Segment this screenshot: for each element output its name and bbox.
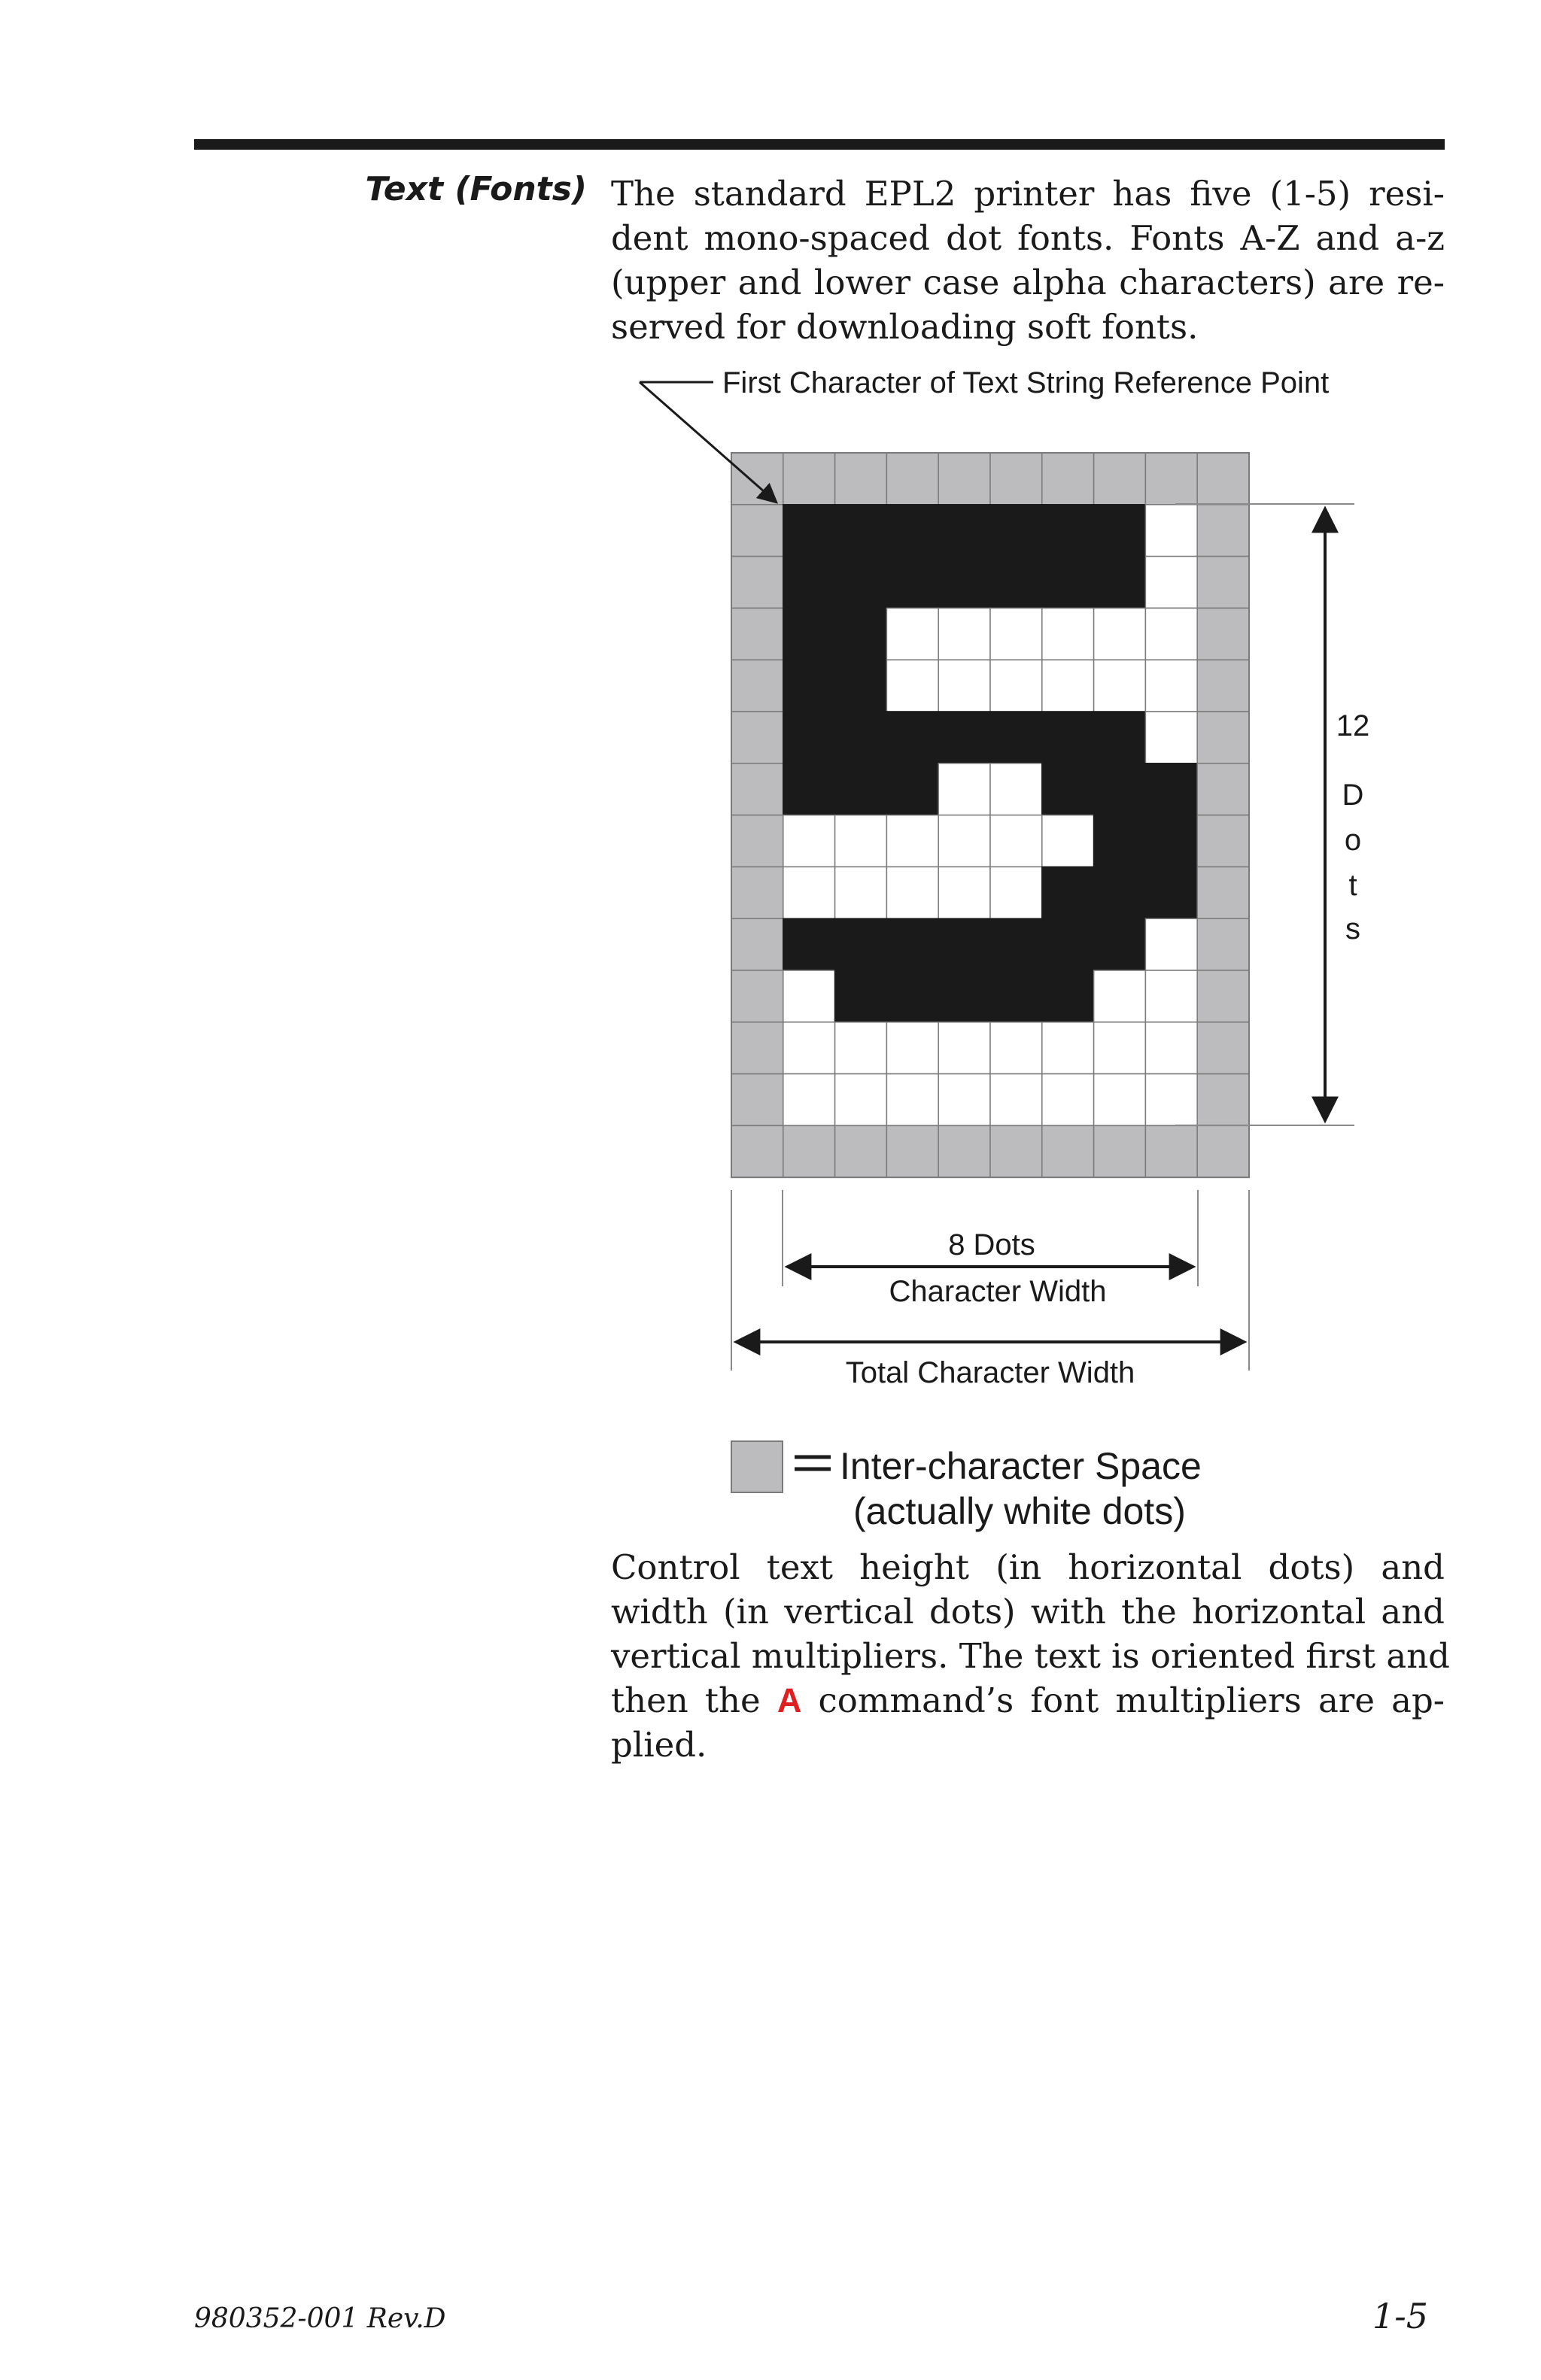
white-dot [1042, 660, 1094, 712]
black-dot [1042, 867, 1094, 918]
inter-character-dot [886, 453, 938, 505]
black-dot [783, 763, 835, 815]
white-dot [886, 867, 938, 918]
white-dot [938, 1022, 990, 1074]
inter-character-dot [1197, 1125, 1249, 1177]
white-dot [783, 1022, 835, 1074]
white-dot [1042, 608, 1094, 660]
inter-character-dot [731, 1074, 783, 1126]
inter-character-dot [835, 1125, 887, 1177]
white-dot [886, 815, 938, 867]
inter-character-dot [1197, 660, 1249, 712]
white-dot [1145, 505, 1197, 557]
black-dot [783, 608, 835, 660]
black-dot [1094, 918, 1146, 970]
black-dot [1042, 505, 1094, 557]
document-number: 980352-001 Rev.D [194, 2303, 446, 2334]
char-width-bottom-label: Character Width [889, 1275, 1107, 1308]
inter-character-dot [1042, 1125, 1094, 1177]
black-dot [1042, 712, 1094, 763]
white-dot [1094, 1022, 1146, 1074]
inter-character-dot [731, 608, 783, 660]
intro-line: The standard EPL2 printer has five (1-5) resi- [611, 174, 1445, 214]
white-dot [835, 815, 887, 867]
inter-character-dot [1145, 453, 1197, 505]
inter-character-dot [1197, 763, 1249, 815]
section-heading: Text (Fonts) [365, 170, 587, 208]
white-dot [938, 815, 990, 867]
inter-character-dot [731, 918, 783, 970]
white-dot [1145, 970, 1197, 1022]
inter-character-dot [1042, 453, 1094, 505]
black-dot [938, 712, 990, 763]
inter-character-dot [990, 1125, 1042, 1177]
black-dot [886, 557, 938, 609]
height-number: 12 [1336, 709, 1370, 742]
white-dot [990, 1022, 1042, 1074]
white-dot [1042, 815, 1094, 867]
black-dot [783, 660, 835, 712]
inter-character-dot [1197, 918, 1249, 970]
inter-character-dot [938, 453, 990, 505]
white-dot [938, 867, 990, 918]
black-dot [886, 712, 938, 763]
multiplier-line: Control text height (in horizontal dots) and [611, 1547, 1445, 1587]
white-dot [1094, 970, 1146, 1022]
inter-character-dot [731, 557, 783, 609]
inter-character-dot [1197, 1074, 1249, 1126]
white-dot [835, 867, 887, 918]
black-dot [1145, 867, 1197, 918]
black-dot [886, 505, 938, 557]
glyph-grid [731, 453, 1249, 1177]
multiplier-line-command [611, 1678, 1445, 1723]
inter-character-dot [1197, 970, 1249, 1022]
font-dot-diagram [602, 354, 1445, 1542]
inter-character-dot [731, 712, 783, 763]
top-rule [194, 139, 1445, 150]
total-width-label: Total Character Width [845, 1356, 1135, 1389]
black-dot [938, 505, 990, 557]
black-dot [886, 970, 938, 1022]
white-dot [886, 608, 938, 660]
black-dot [1094, 557, 1146, 609]
multiplier-paragraph [611, 1545, 1450, 1767]
black-dot [886, 918, 938, 970]
inter-character-dot [731, 660, 783, 712]
inter-character-dot [1145, 1125, 1197, 1177]
white-dot [886, 1074, 938, 1126]
black-dot [835, 970, 887, 1022]
inter-character-dot [731, 453, 783, 505]
white-dot [990, 660, 1042, 712]
inter-character-dot [938, 1125, 990, 1177]
inter-character-dot [731, 763, 783, 815]
height-letter: s [1345, 912, 1360, 946]
black-dot [783, 712, 835, 763]
black-dot [835, 557, 887, 609]
white-dot [1042, 1022, 1094, 1074]
black-dot [835, 505, 887, 557]
white-dot [1145, 712, 1197, 763]
legend-line1: Inter-character Space [840, 1445, 1202, 1487]
legend-line2: (actually white dots) [853, 1490, 1186, 1532]
inter-character-dot [1197, 867, 1249, 918]
white-dot [1094, 1074, 1146, 1126]
black-dot [1145, 815, 1197, 867]
black-dot [835, 763, 887, 815]
white-dot [886, 660, 938, 712]
multiplier-line: vertical multipliers. The text is oriented first and [611, 1636, 1450, 1676]
white-dot [1145, 660, 1197, 712]
white-dot [1145, 1022, 1197, 1074]
inter-character-dot [886, 1125, 938, 1177]
black-dot [1042, 763, 1094, 815]
white-dot [990, 608, 1042, 660]
black-dot [1042, 970, 1094, 1022]
inter-character-dot [731, 867, 783, 918]
intro-line: (upper and lower case alpha characters) are re- [611, 263, 1445, 302]
white-dot [990, 1074, 1042, 1126]
reference-arrow [640, 382, 777, 502]
white-dot [1145, 918, 1197, 970]
reference-label: First Character of Text String Reference Point [722, 366, 1330, 399]
black-dot [783, 918, 835, 970]
black-dot [990, 505, 1042, 557]
inter-character-dot [1197, 1022, 1249, 1074]
line-text-after: command’s font multipliers are ap- [801, 1680, 1445, 1720]
black-dot [990, 970, 1042, 1022]
black-dot [1094, 712, 1146, 763]
line-text-before: then the [611, 1680, 777, 1720]
white-dot [783, 1074, 835, 1126]
black-dot [783, 557, 835, 609]
black-dot [1094, 867, 1146, 918]
white-dot [1094, 660, 1146, 712]
intro-paragraph [611, 172, 1445, 349]
inter-character-dot [1197, 453, 1249, 505]
black-dot [990, 712, 1042, 763]
black-dot [835, 660, 887, 712]
inter-character-dot [1197, 557, 1249, 609]
black-dot [1094, 505, 1146, 557]
black-dot [938, 557, 990, 609]
white-dot [938, 763, 990, 815]
white-dot [835, 1022, 887, 1074]
white-dot [938, 1074, 990, 1126]
height-letter: D [1342, 779, 1364, 812]
black-dot [886, 763, 938, 815]
inter-character-dot [990, 453, 1042, 505]
page-number: 1-5 [1372, 2296, 1428, 2336]
inter-character-dot [1094, 453, 1146, 505]
inter-character-dot [1197, 608, 1249, 660]
black-dot [1094, 815, 1146, 867]
black-dot [990, 918, 1042, 970]
black-dot [783, 505, 835, 557]
a-command-highlight: A [777, 1681, 802, 1720]
black-dot [1042, 918, 1094, 970]
inter-character-dot [731, 1022, 783, 1074]
white-dot [1145, 608, 1197, 660]
black-dot [835, 918, 887, 970]
intro-line: dent mono-spaced dot fonts. Fonts A-Z and a-z [611, 218, 1445, 258]
char-width-top-label: 8 Dots [948, 1228, 1035, 1261]
height-letter: o [1344, 824, 1362, 857]
white-dot [990, 867, 1042, 918]
white-dot [990, 763, 1042, 815]
height-letter: t [1348, 869, 1357, 902]
black-dot [1042, 557, 1094, 609]
black-dot [990, 557, 1042, 609]
black-dot [835, 712, 887, 763]
black-dot [1094, 763, 1146, 815]
white-dot [783, 815, 835, 867]
inter-character-dot [1197, 505, 1249, 557]
inter-character-dot [783, 1125, 835, 1177]
multiplier-line: plied. [611, 1725, 707, 1765]
dot-matrix-figure [602, 354, 1445, 1542]
white-dot [886, 1022, 938, 1074]
intro-line: served for downloading soft fonts. [611, 307, 1199, 347]
white-dot [1094, 608, 1146, 660]
inter-character-dot [835, 453, 887, 505]
inter-character-dot [731, 505, 783, 557]
white-dot [938, 608, 990, 660]
black-dot [938, 970, 990, 1022]
white-dot [783, 867, 835, 918]
inter-character-dot [1094, 1125, 1146, 1177]
inter-character-dot [731, 1125, 783, 1177]
inter-character-dot [731, 815, 783, 867]
inter-character-dot [731, 970, 783, 1022]
inter-character-dot [1197, 712, 1249, 763]
white-dot [783, 970, 835, 1022]
white-dot [1145, 557, 1197, 609]
black-dot [835, 608, 887, 660]
black-dot [938, 918, 990, 970]
legend-gray-swatch [731, 1441, 783, 1492]
white-dot [835, 1074, 887, 1126]
white-dot [990, 815, 1042, 867]
white-dot [1042, 1074, 1094, 1126]
inter-character-dot [783, 453, 835, 505]
inter-character-dot [1197, 815, 1249, 867]
white-dot [938, 660, 990, 712]
multiplier-line: width (in vertical dots) with the horizontal and [611, 1592, 1445, 1632]
black-dot [1145, 763, 1197, 815]
white-dot [1145, 1074, 1197, 1126]
